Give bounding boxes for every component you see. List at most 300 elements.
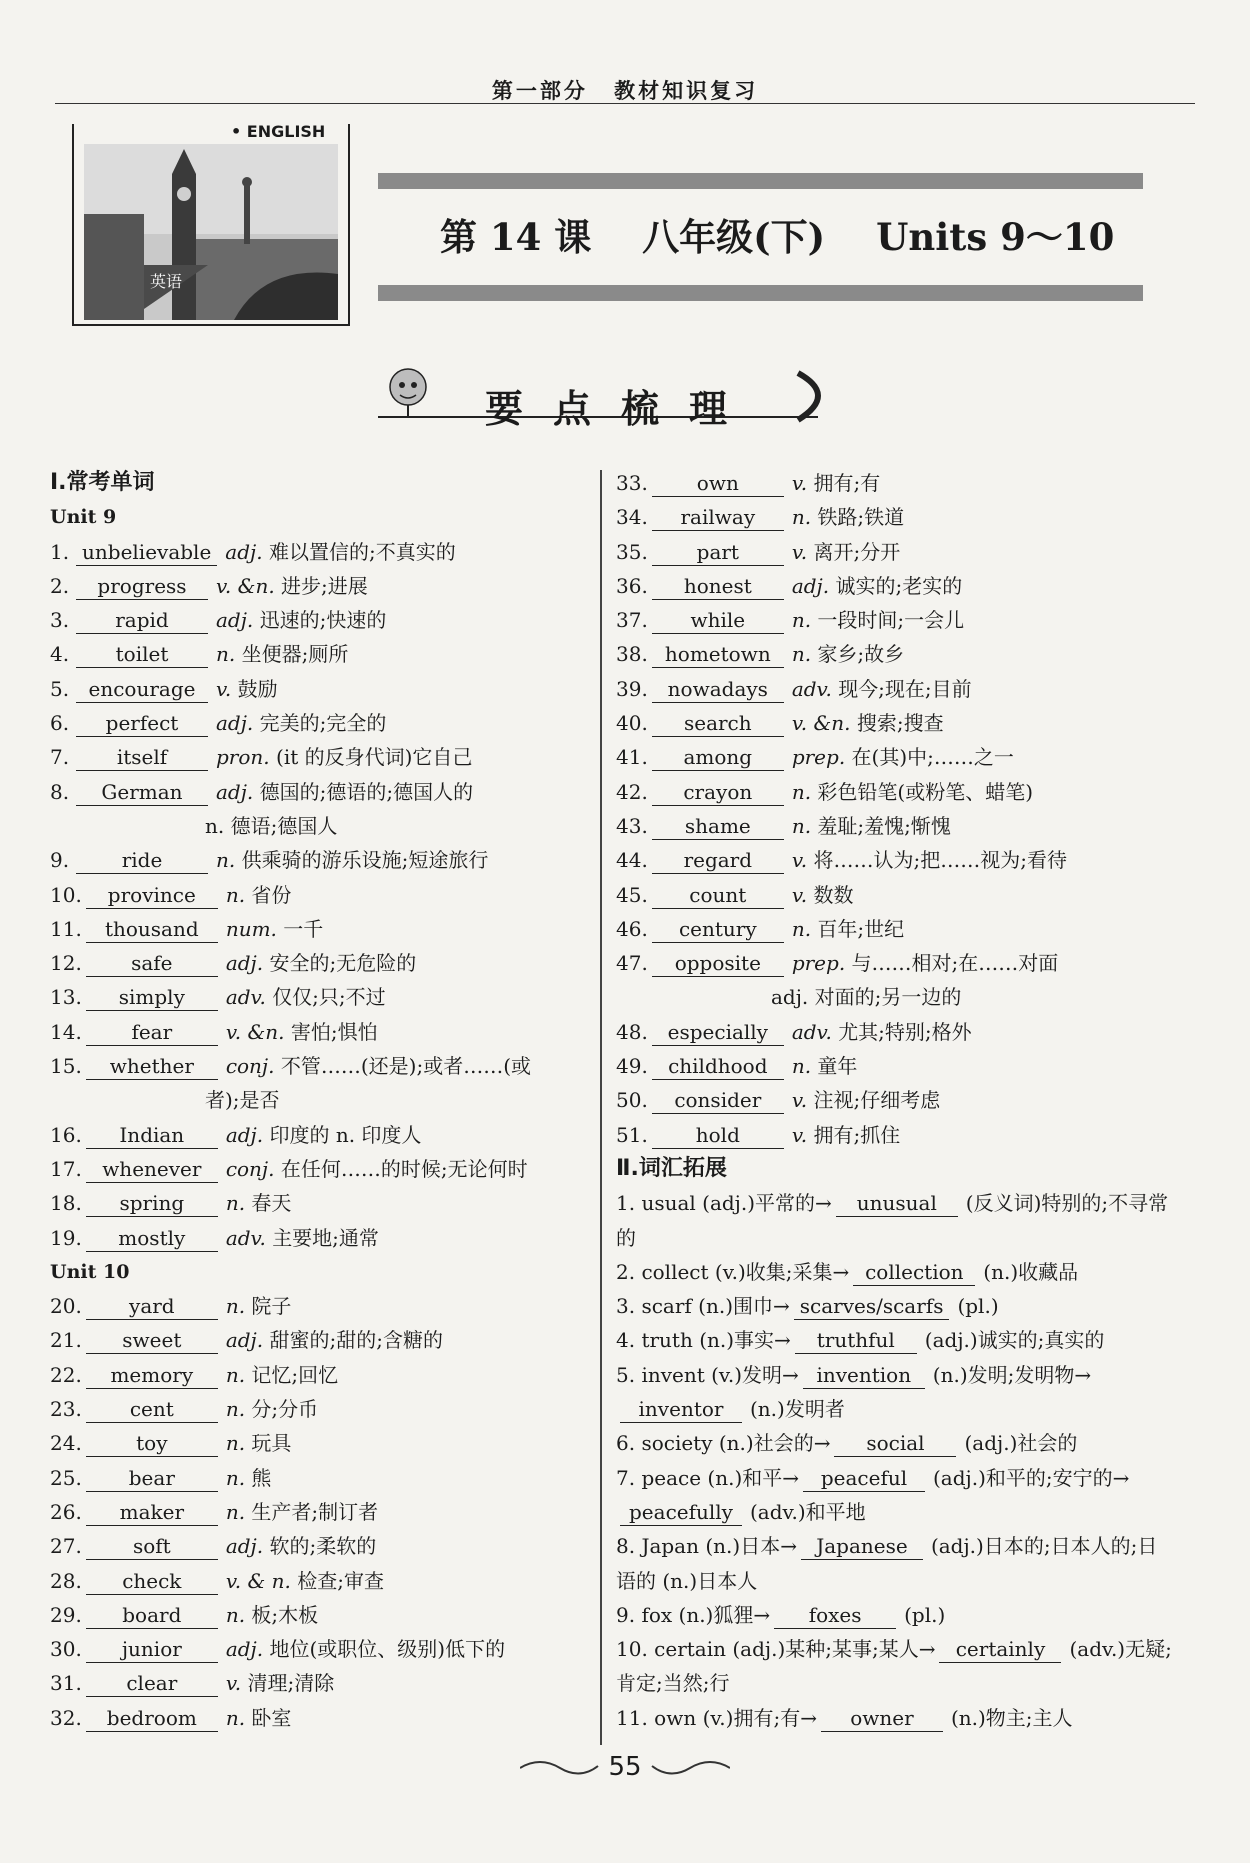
vocab-word: perfect	[76, 710, 208, 737]
vocab-number: 14.	[50, 1019, 82, 1044]
vocab-word: rapid	[76, 607, 208, 634]
vocab-number: 12.	[50, 951, 82, 976]
vocab-pos: n.	[791, 813, 812, 838]
vocab-word: crayon	[652, 779, 784, 806]
expansion-tail: (n.)发明;发明物	[932, 1362, 1075, 1387]
vocab-word: itself	[76, 744, 208, 771]
vocab-pos: adj.	[225, 539, 263, 564]
vocab-row	[50, 706, 590, 740]
vocab-pos: adv.	[791, 1019, 832, 1044]
vocab-word: German	[76, 779, 208, 806]
vocab-row	[616, 603, 1176, 637]
vocab-word: own	[652, 470, 784, 497]
vocab-row	[50, 740, 590, 774]
expansion-stem: 2. collect (v.)收集;采集→	[616, 1259, 850, 1284]
vocab-number: 23.	[50, 1397, 82, 1422]
vocab-meaning: 尤其;特别;格外	[838, 1019, 972, 1044]
vocab-word: progress	[76, 573, 208, 600]
vocab-meaning: 熊	[251, 1465, 272, 1490]
vocab-meaning: 生产者;制订者	[251, 1499, 379, 1524]
unit9-heading: Unit 9	[50, 506, 117, 529]
expansion-answer: collection	[853, 1259, 975, 1286]
expansion-row	[616, 1701, 1176, 1735]
vocab-meaning: 在任何……的时候;无论何时	[280, 1156, 528, 1181]
vocab-number: 5.	[50, 676, 70, 701]
vocab-number: 13.	[50, 985, 82, 1010]
vocab-pos: v.	[791, 882, 808, 907]
expansion-stem: 5. invent (v.)发明→	[616, 1362, 799, 1387]
title-bar-bottom	[378, 285, 1143, 301]
vocab-meaning: 坐便器;厕所	[241, 642, 349, 667]
vocab-meaning: 进步;进展	[281, 573, 368, 598]
vocab-number: 3.	[50, 608, 70, 633]
vocab-number: 9.	[50, 848, 70, 873]
part2-heading: Ⅱ.词汇拓展	[616, 1155, 727, 1181]
vocab-word: shame	[652, 813, 784, 840]
vocab-word: thousand	[86, 916, 218, 943]
vocab-number: 1.	[50, 539, 70, 564]
vocab-number: 40.	[616, 711, 648, 736]
expansion-row	[616, 1358, 1176, 1427]
vocab-word: especially	[652, 1019, 784, 1046]
vocab-number: 26.	[50, 1499, 82, 1524]
vocab-number: 37.	[616, 608, 648, 633]
vocab-word: safe	[86, 950, 218, 977]
vocab-pos: n.	[791, 779, 812, 804]
vocab-pos: v. &n.	[791, 711, 851, 736]
section-title: 要点梳理	[485, 386, 758, 431]
expansion-stem: 1. usual (adj.)平常的→	[616, 1191, 832, 1216]
vocab-word: honest	[652, 573, 784, 600]
vocab-pos: n.	[225, 1431, 246, 1456]
vocab-word: whenever	[86, 1156, 218, 1183]
vocab-row	[616, 535, 1176, 569]
vocab-word: while	[652, 607, 784, 634]
vocab-number: 48.	[616, 1019, 648, 1044]
vocab-meaning: 难以置信的;不真实的	[268, 539, 456, 564]
vocab-number: 42.	[616, 779, 648, 804]
page-number	[0, 1752, 1250, 1782]
vocab-pos: n.	[216, 848, 236, 873]
vocab-meaning: 卧室	[251, 1705, 292, 1730]
expansion-stem: 6. society (n.)社会的→	[616, 1431, 831, 1456]
vocab-row	[616, 1049, 1176, 1083]
vocab-row	[50, 1049, 590, 1083]
vocab-row	[616, 466, 1176, 500]
vocab-meaning: 仅仅;只;不过	[272, 985, 386, 1010]
expansion-answer: unusual	[836, 1190, 958, 1217]
vocab-number: 36.	[616, 573, 648, 598]
header-rule	[55, 103, 1195, 104]
lesson-title	[440, 207, 1152, 261]
vocab-meaning: 省份	[251, 882, 292, 907]
vocab-row	[50, 1666, 590, 1700]
vocab-word: hold	[652, 1122, 784, 1149]
title-bar-top	[378, 173, 1143, 189]
vocab-meaning: 诚实的;老实的	[835, 573, 963, 598]
expansion-row	[616, 1289, 1176, 1323]
vocab-word: among	[652, 744, 784, 771]
expansion-arrow: →	[1074, 1362, 1092, 1387]
expansion-tail: (n.)物主;主人	[950, 1705, 1073, 1730]
vocab-number: 28.	[50, 1568, 82, 1593]
expansion-tail: (adj.)日本的;日本人的;日语的 (n.)日本人	[616, 1534, 1158, 1593]
vocab-word: maker	[86, 1499, 218, 1526]
vocab-row	[50, 1358, 590, 1392]
vocab-row	[616, 878, 1176, 912]
expansion-answer-2: inventor	[620, 1396, 742, 1423]
vocab-row	[616, 569, 1176, 603]
vocab-row	[616, 740, 1176, 774]
vocab-word: cent	[86, 1396, 218, 1423]
expansion-stem: 4. truth (n.)事实→	[616, 1328, 791, 1353]
vocab-meaning: 拥有;抓住	[813, 1122, 901, 1147]
vocab-pos: v.	[791, 848, 808, 873]
unit10-heading: Unit 10	[50, 1260, 130, 1283]
vocab-meaning: 与……相对;在……对面	[851, 951, 1059, 976]
vocab-meaning: 在(其)中;……之一	[851, 745, 1014, 770]
vocab-row	[616, 1083, 1176, 1117]
vocab-word: ride	[76, 847, 208, 874]
vocab-number: 4.	[50, 642, 70, 667]
vocab-pos: n.	[791, 642, 812, 667]
vocab-word: sweet	[86, 1327, 218, 1354]
vocab-number: 33.	[616, 471, 648, 495]
expansion-answer: certainly	[939, 1636, 1061, 1663]
vocab-meaning: 分;分币	[251, 1397, 319, 1422]
vocab-word: junior	[86, 1636, 218, 1663]
vocab-pos: n.	[791, 505, 812, 530]
vocab-pos: pron.	[216, 745, 270, 770]
vocab-number: 6.	[50, 711, 70, 736]
vocab-pos: v. & n.	[225, 1568, 291, 1593]
vocab-word: hometown	[652, 641, 784, 668]
vocab-pos: n.	[225, 1397, 246, 1422]
vocab-meaning: 鼓励	[237, 676, 278, 701]
ornament-left-icon	[520, 1756, 600, 1780]
expansion-answer-2: peacefully	[620, 1499, 742, 1526]
vocab-row	[50, 1323, 590, 1357]
vocab-word: bear	[86, 1465, 218, 1492]
running-header	[0, 75, 1250, 105]
vocab-number: 32.	[50, 1705, 82, 1730]
header-part: 第一部分	[491, 78, 588, 103]
lesson-photo	[72, 124, 350, 326]
vocab-row	[50, 1221, 590, 1255]
vocab-pos: n.	[225, 1499, 246, 1524]
vocab-number: 22.	[50, 1362, 82, 1387]
vocab-pos: adv.	[791, 676, 832, 701]
vocab-pos: adj.	[216, 711, 254, 736]
vocab-pos: n.	[225, 882, 246, 907]
vocab-meaning: 供乘骑的游乐设施;短途旅行	[241, 848, 489, 873]
expansion-answer: owner	[821, 1705, 943, 1732]
vocab-pos: v.	[791, 539, 808, 564]
vocab-meaning: 检查;审查	[297, 1568, 384, 1593]
vocab-word: province	[86, 882, 218, 909]
vocab-row	[50, 1426, 590, 1460]
vocab-row	[616, 637, 1176, 671]
vocab-number: 19.	[50, 1225, 82, 1250]
part1-heading: Ⅰ.常考单词	[50, 470, 155, 495]
vocab-pos: n.	[225, 1602, 246, 1627]
vocab-meaning: 安全的;无危险的	[269, 951, 417, 976]
vocab-row	[50, 775, 590, 809]
lesson-grade: 八年级(下)	[642, 215, 826, 259]
vocab-row	[50, 1152, 590, 1186]
expansion-stem: 3. scarf (n.)围巾→	[616, 1294, 790, 1319]
vocab-number: 31.	[50, 1671, 82, 1696]
vocab-row	[50, 946, 590, 980]
vocab-row	[616, 672, 1176, 706]
vocab-word: whether	[86, 1053, 218, 1080]
vocab-number: 50.	[616, 1088, 648, 1113]
vocab-word: fear	[86, 1019, 218, 1046]
vocab-number: 51.	[616, 1122, 648, 1147]
vocab-pos: n.	[225, 1191, 246, 1216]
vocab-row	[50, 1118, 590, 1152]
vocab-meaning: 童年	[817, 1054, 858, 1079]
vocab-meaning: 一千	[283, 916, 324, 941]
vocab-row	[616, 843, 1176, 877]
vocab-meaning: 羞耻;羞愧;惭愧	[817, 813, 951, 838]
expansion-answer: invention	[803, 1362, 925, 1389]
vocab-word: bedroom	[86, 1705, 218, 1732]
vocab-row	[616, 706, 1176, 740]
vocab-row	[50, 1632, 590, 1666]
vocab-row	[616, 1015, 1176, 1049]
expansion-row	[616, 1598, 1176, 1632]
vocab-meaning: 主要地;通常	[272, 1225, 379, 1250]
vocab-word: count	[652, 882, 784, 909]
vocab-pos: adv.	[225, 985, 266, 1010]
expansion-row	[616, 1426, 1176, 1460]
vocab-number: 38.	[616, 642, 648, 667]
expansion-tail: (n.)收藏品	[983, 1259, 1079, 1284]
vocab-number: 30.	[50, 1637, 82, 1662]
vocab-row	[50, 1186, 590, 1220]
vocab-meaning: 板;木板	[251, 1602, 319, 1627]
vocab-word: soft	[86, 1533, 218, 1560]
vocab-word: opposite	[652, 950, 784, 977]
vocab-pos: n.	[225, 1362, 246, 1387]
vocab-number: 21.	[50, 1328, 82, 1353]
expansion-stem: 9. fox (n.)狐狸→	[616, 1602, 771, 1627]
vocab-pos: n.	[216, 642, 236, 667]
vocab-meaning: 印度的 n. 印度人	[269, 1122, 422, 1147]
vocab-number: 47.	[616, 951, 648, 976]
vocab-meaning-cont: n. 德语;德国人	[205, 813, 338, 838]
expansion-tail-2: (adv.)和平地	[750, 1499, 866, 1524]
vocab-meaning: (it 的反身代词)它自己	[276, 745, 473, 770]
vocab-number: 46.	[616, 916, 648, 941]
vocab-pos: adv.	[225, 1225, 266, 1250]
vocab-row	[50, 569, 590, 603]
vocab-number: 34.	[616, 505, 648, 530]
expansion-row	[616, 1632, 1176, 1701]
vocab-number: 7.	[50, 745, 70, 770]
vocab-word: toilet	[76, 641, 208, 668]
vocab-meaning: 院子	[251, 1294, 292, 1319]
vocab-word: toy	[86, 1430, 218, 1457]
vocab-pos: adj.	[225, 951, 264, 976]
expansion-row	[616, 1323, 1176, 1357]
vocab-word: search	[652, 710, 784, 737]
vocab-meaning: 完美的;完全的	[259, 711, 387, 736]
vocab-word: railway	[652, 504, 784, 531]
vocab-number: 17.	[50, 1156, 82, 1181]
vocab-number: 15.	[50, 1054, 82, 1079]
vocab-pos: v.	[216, 676, 232, 701]
vocab-pos: v.	[791, 1088, 808, 1113]
vocab-row	[50, 1701, 590, 1735]
vocab-meaning: 注视;仔细考虑	[813, 1088, 941, 1113]
vocab-word: nowadays	[652, 676, 784, 703]
vocab-pos: v. &n.	[225, 1019, 285, 1044]
lesson-number: 第 14 课	[440, 215, 592, 259]
vocab-word: simply	[86, 984, 218, 1011]
vocab-row	[616, 1118, 1176, 1152]
expansion-answer: Japanese	[801, 1533, 923, 1560]
vocab-pos: v.	[791, 1122, 808, 1147]
vocab-number: 10.	[50, 882, 82, 907]
expansion-row	[616, 1529, 1176, 1598]
vocab-meaning: 拥有;有	[813, 471, 881, 495]
expansion-answer: foxes	[774, 1602, 896, 1629]
expansion-row	[616, 1461, 1176, 1530]
vocab-meaning: 现今;现在;目前	[838, 676, 972, 701]
subject-label: 英语	[150, 272, 183, 291]
expansion-answer: social	[834, 1430, 956, 1457]
vocab-word: regard	[652, 847, 784, 874]
expansion-answer: peaceful	[803, 1465, 925, 1492]
vocab-pos: adj.	[791, 573, 830, 598]
vocab-row	[50, 1392, 590, 1426]
expansion-tail: (pl.)	[904, 1602, 946, 1627]
vocab-number: 8.	[50, 779, 70, 804]
vocab-meaning: 软的;柔软的	[269, 1534, 377, 1559]
right-column	[616, 466, 1176, 1735]
vocab-row	[616, 500, 1176, 534]
expansion-tail: (adj.)和平的;安宁的→	[933, 1465, 1130, 1490]
vocab-word: century	[652, 916, 784, 943]
vocab-row	[50, 1564, 590, 1598]
vocab-number: 35.	[616, 539, 648, 564]
vocab-meaning: 铁路;铁道	[817, 505, 905, 530]
vocab-number: 45.	[616, 882, 648, 907]
vocab-number: 49.	[616, 1054, 648, 1079]
vocab-meaning: 一段时间;一会儿	[817, 608, 965, 633]
expansion-answer: truthful	[795, 1327, 917, 1354]
vocab-meaning: 地位(或职位、级别)低下的	[269, 1637, 506, 1662]
english-label: • ENGLISH	[225, 122, 331, 141]
page-number-text: 55	[608, 1752, 642, 1782]
vocab-meaning: 春天	[251, 1191, 292, 1216]
column-divider	[600, 470, 602, 1745]
vocab-meaning: 清理;清除	[247, 1671, 335, 1696]
vocab-row	[50, 1461, 590, 1495]
expansion-stem: 11. own (v.)拥有;有→	[616, 1705, 817, 1730]
vocab-number: 24.	[50, 1431, 82, 1456]
vocab-row	[50, 1495, 590, 1529]
vocab-word: yard	[86, 1293, 218, 1320]
vocab-meaning: 百年;世纪	[817, 916, 905, 941]
vocab-pos: n.	[225, 1705, 246, 1730]
vocab-pos: n.	[791, 1054, 812, 1079]
vocab-pos: n.	[225, 1294, 246, 1319]
vocab-word: clear	[86, 1670, 218, 1697]
vocab-word: unbelievable	[76, 539, 217, 566]
vocab-meaning: 将……认为;把……视为;看待	[813, 848, 1067, 873]
vocab-number: 29.	[50, 1602, 82, 1627]
ornament-right-icon	[650, 1756, 730, 1780]
vocab-row	[50, 1015, 590, 1049]
lesson-units: Units 9～10	[876, 215, 1115, 259]
vocab-row	[50, 912, 590, 946]
vocab-number: 27.	[50, 1534, 82, 1559]
vocab-row	[50, 1289, 590, 1323]
header-title: 教材知识复习	[614, 78, 759, 103]
vocab-row	[616, 775, 1176, 809]
vocab-row	[50, 980, 590, 1014]
expansion-stem: 8. Japan (n.)日本→	[616, 1534, 797, 1559]
vocab-number: 43.	[616, 813, 648, 838]
vocab-word: check	[86, 1568, 218, 1595]
vocab-pos: n.	[225, 1465, 246, 1490]
vocab-pos: adj.	[225, 1328, 264, 1353]
expansion-tail: (adj.)诚实的;真实的	[924, 1328, 1105, 1353]
vocab-word: mostly	[86, 1225, 218, 1252]
expansion-stem: 7. peace (n.)和平→	[616, 1465, 799, 1490]
vocab-word: childhood	[652, 1053, 784, 1080]
vocab-pos: adj.	[216, 608, 254, 633]
vocab-meaning: 记忆;回忆	[251, 1362, 339, 1387]
vocab-word: part	[652, 539, 784, 566]
vocab-pos: adj.	[225, 1534, 264, 1559]
vocab-pos: conj.	[225, 1156, 275, 1181]
vocab-row	[50, 672, 590, 706]
vocab-pos: prep.	[791, 745, 846, 770]
vocab-meaning: 搜索;搜查	[856, 711, 944, 736]
expansion-stem: 10. certain (adj.)某种;某事;某人→	[616, 1637, 936, 1662]
vocab-pos: adj.	[225, 1637, 264, 1662]
expansion-tail: (pl.)	[957, 1294, 999, 1319]
vocab-pos: adj.	[225, 1122, 264, 1147]
vocab-number: 18.	[50, 1191, 82, 1216]
vocab-meaning: 玩具	[251, 1431, 292, 1456]
vocab-pos: n.	[791, 916, 812, 941]
vocab-pos: conj.	[225, 1054, 275, 1079]
vocab-meaning: 害怕;惧怕	[290, 1019, 378, 1044]
expansion-tail: (adj.)社会的	[964, 1431, 1078, 1456]
vocab-meaning: 甜蜜的;甜的;含糖的	[269, 1328, 443, 1353]
vocab-row	[50, 637, 590, 671]
vocab-number: 16.	[50, 1122, 82, 1147]
vocab-number: 44.	[616, 848, 648, 873]
vocab-row	[50, 878, 590, 912]
vocab-row	[616, 809, 1176, 843]
expansion-row	[616, 1186, 1176, 1255]
vocab-number: 11.	[50, 916, 82, 941]
vocab-word: consider	[652, 1087, 784, 1114]
vocab-meaning: 数数	[813, 882, 854, 907]
vocab-number: 41.	[616, 745, 648, 770]
vocab-number: 2.	[50, 573, 70, 598]
vocab-row	[616, 912, 1176, 946]
expansion-tail: (反义词)特别的;不寻常的	[616, 1191, 1169, 1250]
vocab-number: 39.	[616, 676, 648, 701]
vocab-pos: adj.	[216, 779, 254, 804]
